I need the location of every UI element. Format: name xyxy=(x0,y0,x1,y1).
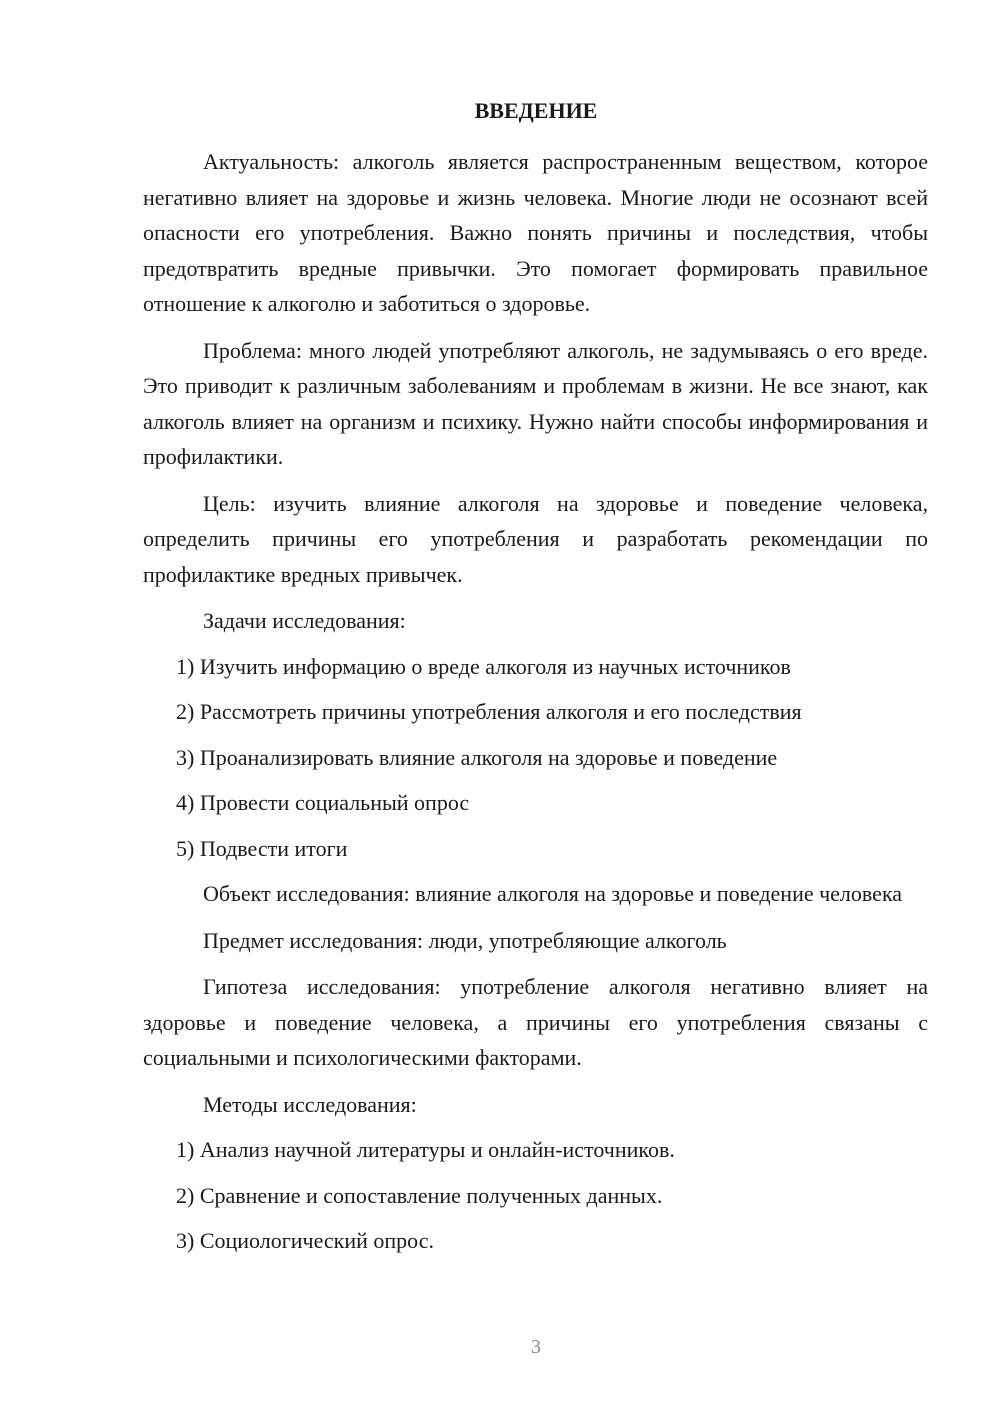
page-title: ВВЕДЕНИЕ xyxy=(474,98,598,123)
paragraph-goal: Цель: изучить влияние алкоголя на здоровье и поведение человека, определить причины его употребления и разработать рекомендации по профилактике вредных привычек. xyxy=(143,490,928,587)
tasks-label: Задачи исследования: xyxy=(203,608,406,633)
list-item: 1) Анализ научной литературы и онлайн-источников. xyxy=(176,1137,675,1162)
tasks-list xyxy=(143,649,928,867)
paragraph-object: Объект исследования: влияние алкоголя на здоровье и поведение человека xyxy=(203,881,903,906)
list-item: 2) Рассмотреть причины употребления алкоголя и его последствия xyxy=(176,699,802,724)
list-item: 5) Подвести итоги xyxy=(176,835,348,861)
list-item: 3) Проанализировать влияние алкоголя на здоровье и поведение xyxy=(176,744,778,770)
list-item: 3) Социологический опрос. xyxy=(176,1228,434,1253)
paragraph-hypothesis: Гипотеза исследования: употребление алкоголя негативно влияет на здоровье и поведение человека, а причины его употребления связаны с социальными и психологическими факторами. xyxy=(143,974,928,1070)
methods-list xyxy=(143,1132,928,1259)
methods-label: Методы исследования: xyxy=(203,1091,417,1117)
page-number: 3 xyxy=(531,1336,541,1358)
paragraph-relevance: Актуальность: алкоголь является распространенным веществом, которое негативно влияет на здоровье и жизнь человека. Многие люди не осознают всей опасности его употребления. Важно понять причины и последствия, чтобы предотвратить вредные привычки. Это помогает формировать правильное отношение к алкоголю и заботиться о здоровье. xyxy=(143,149,928,316)
paragraph-problem: Проблема: много людей употребляют алкоголь, не задумываясь о его вреде. Это приводит к различным заболеваниям и проблемам в жизни. Не все знают, как алкоголь влияет на организм и психику. Нужно найти способы информирования и профилактики. xyxy=(143,337,928,469)
document-body xyxy=(143,144,928,1269)
list-item: 2) Сравнение и сопоставление полученных данных. xyxy=(176,1182,663,1208)
paragraph-subject: Предмет исследования: люди, употребляющие алкоголь xyxy=(203,927,727,953)
list-item: 1) Изучить информацию о вреде алкоголя из научных источников xyxy=(176,653,791,679)
list-item: 4) Провести социальный опрос xyxy=(176,790,470,815)
